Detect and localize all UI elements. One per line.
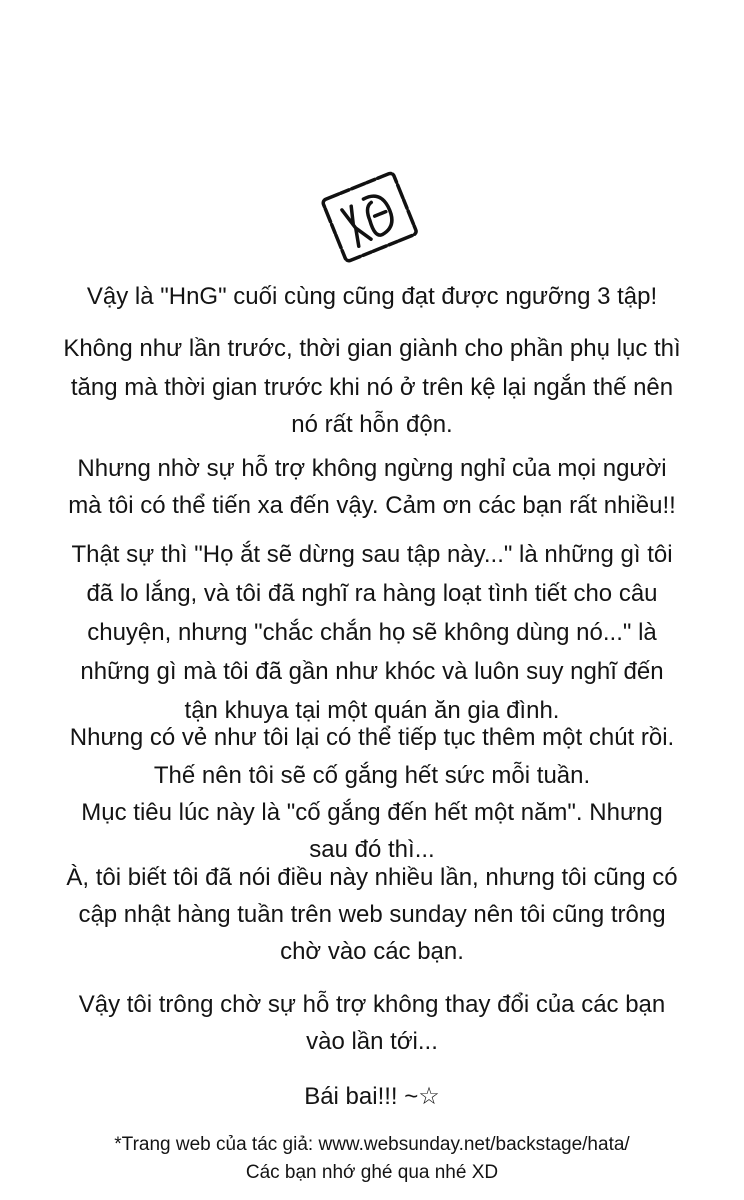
xd-stamp-logo (305, 170, 435, 265)
paragraph-line: những gì mà tôi đã gần như khóc và luôn suy nghĩ đến (80, 658, 664, 685)
paragraph-line: Thật sự thì "Họ ắt sẽ dừng sau tập này..." là những gì tôi (71, 541, 673, 568)
paragraph-line: Mục tiêu lúc này là "cố gắng đến hết một năm". Nhưng (81, 799, 663, 826)
farewell-line: Bái bai!!! ~☆ (304, 1083, 440, 1110)
paragraph-line: Thế nên tôi sẽ cố gắng hết sức mỗi tuần. (153, 762, 591, 789)
paragraph-line: sau đó thì... (309, 836, 435, 863)
paragraph-line: À, tôi biết tôi đã nói điều này nhiều lần, nhưng tôi cũng có (66, 864, 678, 891)
paragraph-line: chờ vào các bạn. (280, 938, 464, 965)
paragraph-line: Nhưng có vẻ như tôi lại có thể tiếp tục thêm một chút rồi. (69, 724, 675, 751)
paragraph-line: vào lần tới... (306, 1028, 438, 1055)
paragraph-line: tận khuya tại một quán ăn gia đình. (184, 697, 560, 724)
paragraph-line: chuyện, nhưng "chắc chắn họ sẽ không dùng nó..." là (87, 619, 657, 646)
paragraph-line: mà tôi có thể tiến xa đến vậy. Cảm ơn các bạn rất nhiều!! (68, 492, 676, 519)
paragraph-line: đã lo lắng, và tôi đã nghĩ ra hàng loạt tình tiết cho câu (86, 580, 658, 607)
paragraph-line: Vậy là "HnG" cuối cùng cũng đạt được ngưỡng 3 tập! (86, 283, 658, 310)
footnote-line: *Trang web của tác giả: www.websunday.net/backstage/hata/ (114, 1134, 630, 1155)
paragraph-line: Nhưng nhờ sự hỗ trợ không ngừng nghỉ của mọi người (77, 455, 667, 482)
footnote-line: Các bạn nhớ ghé qua nhé XD (245, 1162, 499, 1183)
paragraph-line: tăng mà thời gian trước khi nó ở trên kệ lại ngắn thế nên (70, 374, 674, 401)
paragraph-line: Không như lần trước, thời gian giành cho phần phụ lục thì (63, 335, 681, 362)
paragraph-line: Vậy tôi trông chờ sự hỗ trợ không thay đổi của các bạn (78, 991, 666, 1018)
paragraph-line: nó rất hỗn độn. (291, 411, 453, 438)
paragraph-line: cập nhật hàng tuần trên web sunday nên tôi cũng trông (78, 901, 666, 928)
